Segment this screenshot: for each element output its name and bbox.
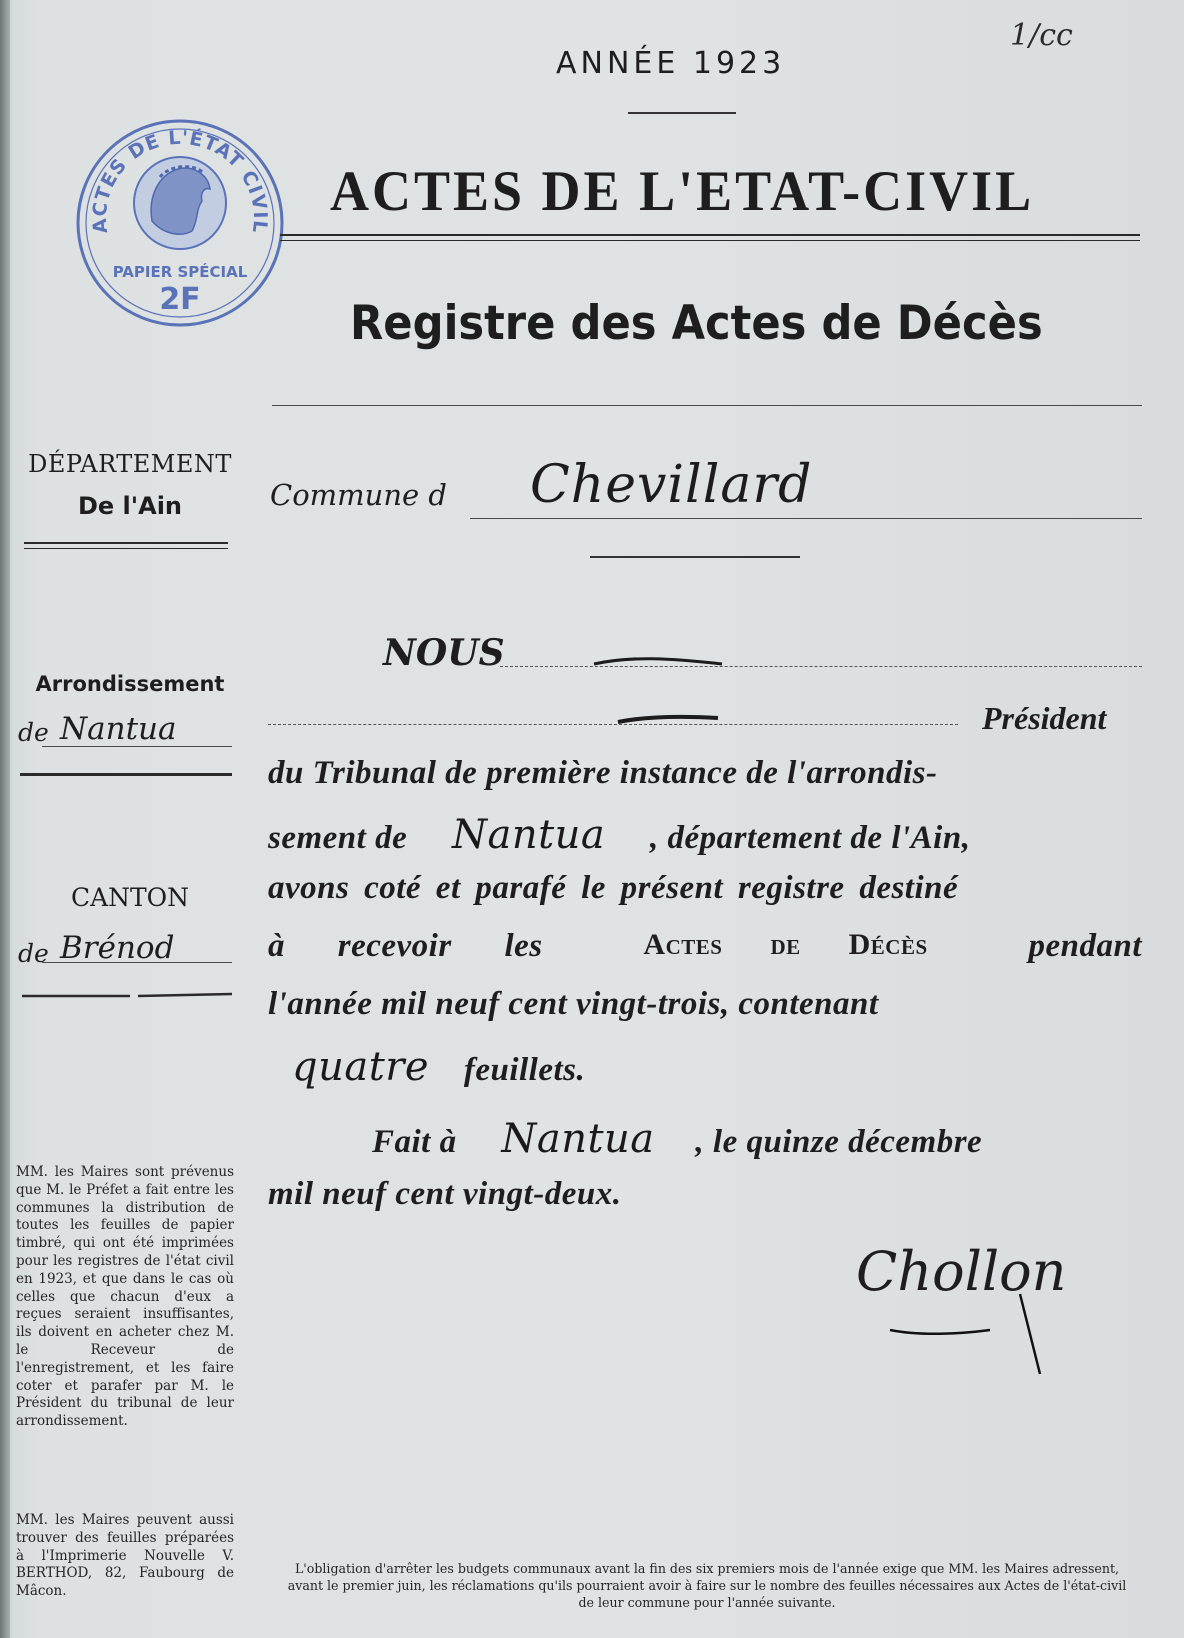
- canton-value: Brénod: [60, 930, 175, 966]
- commune-value: Chevillard: [530, 455, 813, 515]
- prefecture-note: MM. les Maires sont prévenus que M. le Préfet a fait entre les communes la distribution de toutes les feuilles de papier timbré, qui ont été imprimées pour les registres de l'état civil en 1923, et que dans le cas où celles que chacun d'eux a reçues seraient insuffisantes, ils doivent en acheter chez M. le Receveur de l'enregistrement, et les faire coter et parafer par M. le Président du tribunal de leur arrondissement.: [16, 1164, 234, 1430]
- svg-text:ACTES DE L'ÉTAT CIVIL: ACTES DE L'ÉTAT CIVIL: [88, 126, 272, 235]
- body-line-4-c: pendant: [1028, 928, 1142, 964]
- body-line-2-start: sement de: [268, 820, 408, 856]
- nous-heading: NOUS: [383, 632, 505, 674]
- body-line-6: [292, 1044, 585, 1090]
- department-rule-thin: [24, 548, 228, 549]
- president-signature: Chollon: [856, 1240, 1067, 1303]
- year-heading: ANNÉE 1923: [556, 46, 786, 81]
- actes-de-deces-caps: Actes de Décès: [643, 928, 928, 961]
- arrondissement-underline: [42, 746, 232, 747]
- budget-footnote: L'obligation d'arrêter les budgets communaux avant la fin des six premiers mois de l'année exige que MM. les Maires adressent, avant le premier juin, les réclamations qu'ils pourraient avoir à faire sur le nombre des feuilles nécessaires aux Actes de l'état-civil de leur commune pour l'année suivante.: [287, 1561, 1127, 1610]
- svg-text:PAPIER SPÉCIAL: PAPIER SPÉCIAL: [112, 263, 248, 281]
- title-rule-bottom: [280, 240, 1140, 241]
- president-word: Président: [982, 700, 1107, 736]
- arrondissement-handwritten: Nantua: [451, 812, 606, 858]
- body-line-2-end: , département de l'Ain,: [650, 820, 971, 856]
- date-text: , le quinze décembre: [695, 1124, 983, 1160]
- svg-text:2F: 2F: [159, 282, 201, 317]
- canton-label: CANTON: [70, 883, 190, 912]
- arrondissement-prefix: de: [18, 718, 49, 747]
- place-handwritten: Nantua: [501, 1116, 655, 1162]
- body-line-5: l'année mil neuf cent vingt-trois, contenant: [268, 986, 879, 1022]
- arrondissement-value: Nantua: [60, 711, 177, 747]
- arrondissement-label: Arrondissement: [35, 672, 225, 696]
- commune-divider: [590, 556, 800, 558]
- commune-line: [470, 518, 1142, 519]
- department-value: De l'Ain: [77, 492, 182, 520]
- body-line-4-a: à recevoir les: [268, 928, 543, 964]
- handwritten-corner-note: 1/cc: [1010, 18, 1073, 53]
- body-line-8: mil neuf cent vingt-deux.: [268, 1176, 622, 1212]
- printer-note: MM. les Maires peuvent aussi trouver des feuilles préparées à l'Imprimerie Nouvelle V. BERTHOD, 82, Faubourg de Mâcon.: [16, 1512, 234, 1600]
- nous-dash-mark: [590, 650, 730, 674]
- fait-a-label: Fait à: [372, 1124, 457, 1160]
- canton-flourish: [20, 986, 234, 1006]
- body-line-6-end: feuillets.: [463, 1052, 586, 1088]
- body-line-7: [372, 1116, 982, 1162]
- register-title: ACTES DE L'ETAT-CIVIL: [330, 159, 1035, 223]
- body-line-1: du Tribunal de première instance de l'arrondis-: [268, 755, 938, 791]
- body-line-4: [268, 928, 1142, 965]
- signature-flourish: [880, 1290, 1050, 1380]
- canton-underline: [42, 962, 232, 963]
- arrondissement-rule: [20, 773, 232, 776]
- register-subtitle: Registre des Actes de Décès: [350, 296, 1043, 351]
- department-label: DÉPARTEMENT: [28, 450, 232, 478]
- feuillets-count-handwritten: quatre: [292, 1044, 430, 1090]
- canton-prefix: de: [18, 939, 49, 968]
- title-rule-top: [280, 234, 1140, 236]
- year-underline: [628, 112, 736, 114]
- body-line-3: avons coté et parafé le présent registre destiné: [268, 870, 959, 906]
- tax-stamp-seal: [74, 117, 286, 329]
- department-rule: [24, 542, 228, 544]
- body-line-2: [268, 812, 970, 858]
- commune-label: Commune d: [270, 478, 447, 512]
- subtitle-rule: [272, 405, 1142, 406]
- president-line: [268, 724, 958, 725]
- president-dash-mark: [614, 710, 724, 730]
